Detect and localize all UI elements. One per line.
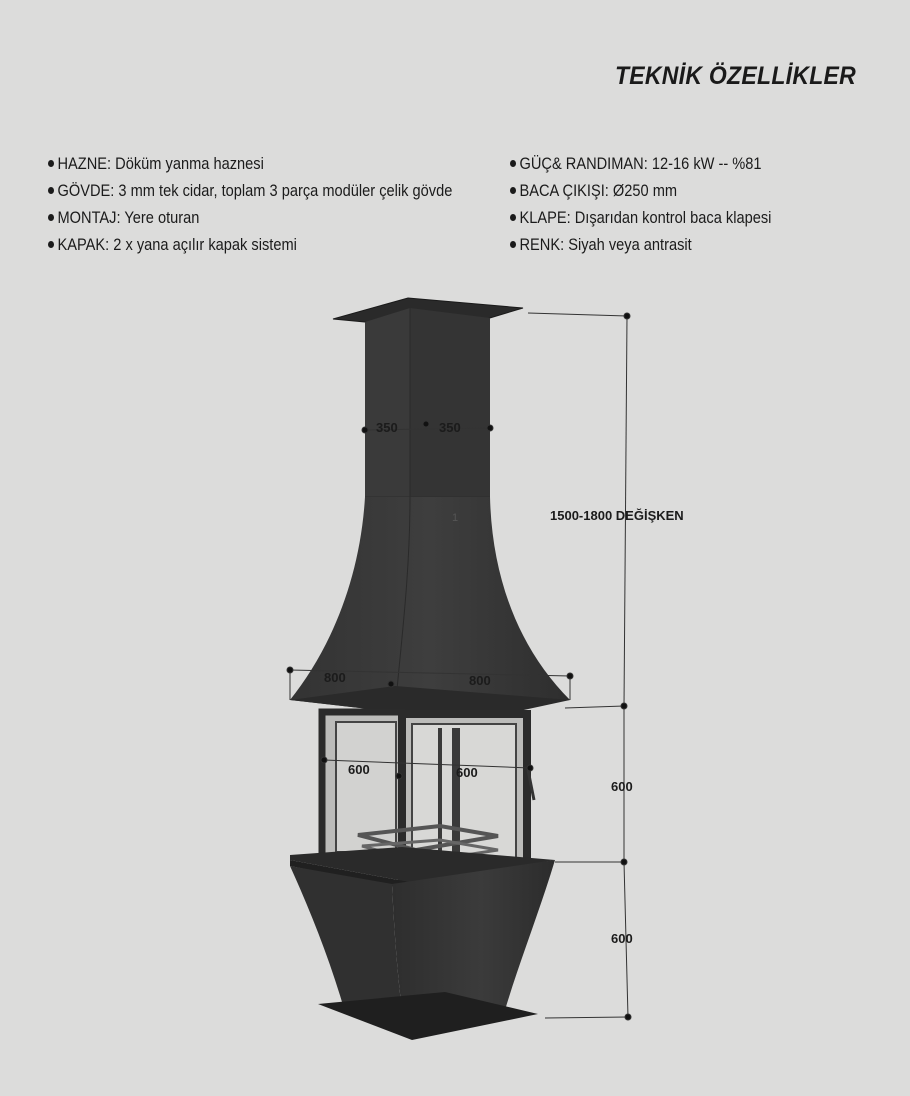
spec-sep: : xyxy=(116,208,125,227)
dim-hood-right: 800 xyxy=(469,673,491,688)
dim-chimney-height: 1500-1800 DEĞİŞKEN xyxy=(550,508,684,523)
spec-sep: : xyxy=(566,208,575,227)
dim-glass-right: 600 xyxy=(456,765,478,780)
spec-sep: : xyxy=(604,181,613,200)
dim-hood-left: 800 xyxy=(324,670,346,685)
spec-value: Dışarıdan kontrol baca klapesi xyxy=(574,208,772,227)
spec-key: HAZNE xyxy=(57,154,108,173)
spec-sep: : xyxy=(110,181,119,200)
spec-value: Yere oturan xyxy=(124,208,200,227)
chimney-body xyxy=(365,308,490,497)
spec-value: 2 x yana açılır kapak sistemi xyxy=(113,235,297,254)
dim-base-height: 600 xyxy=(611,931,633,946)
dim-chimney-right: 350 xyxy=(439,420,461,435)
spec-value: 12-16 kW -- %81 xyxy=(651,154,762,173)
dim-chimney-left: 350 xyxy=(376,420,398,435)
spec-value: 3 mm tek cidar, toplam 3 parça modüler çelik gövde xyxy=(118,181,453,200)
dim-glass-height: 600 xyxy=(611,779,633,794)
spec-key: BACA ÇIKIŞI xyxy=(519,181,605,200)
spec-sep: : xyxy=(105,235,114,254)
dim-glass-left: 600 xyxy=(348,762,370,777)
spec-key: MONTAJ xyxy=(57,208,117,227)
spec-value: Siyah veya antrasit xyxy=(568,235,692,254)
spec-sep: : xyxy=(643,154,652,173)
page-title: TEKNİK ÖZELLİKLER xyxy=(614,62,856,90)
spec-value: Ø250 mm xyxy=(612,181,678,200)
spec-sep: : xyxy=(560,235,569,254)
spec-key: KLAPE xyxy=(519,208,567,227)
spec-value: Döküm yanma haznesi xyxy=(115,154,264,173)
svg-text:1: 1 xyxy=(452,512,459,524)
spec-sep: : xyxy=(107,154,116,173)
spec-key: RENK xyxy=(519,235,561,254)
spec-key: GÖVDE xyxy=(57,181,111,200)
spec-key: KAPAK xyxy=(57,235,106,254)
spec-key: GÜÇ& RANDIMAN xyxy=(519,154,644,173)
